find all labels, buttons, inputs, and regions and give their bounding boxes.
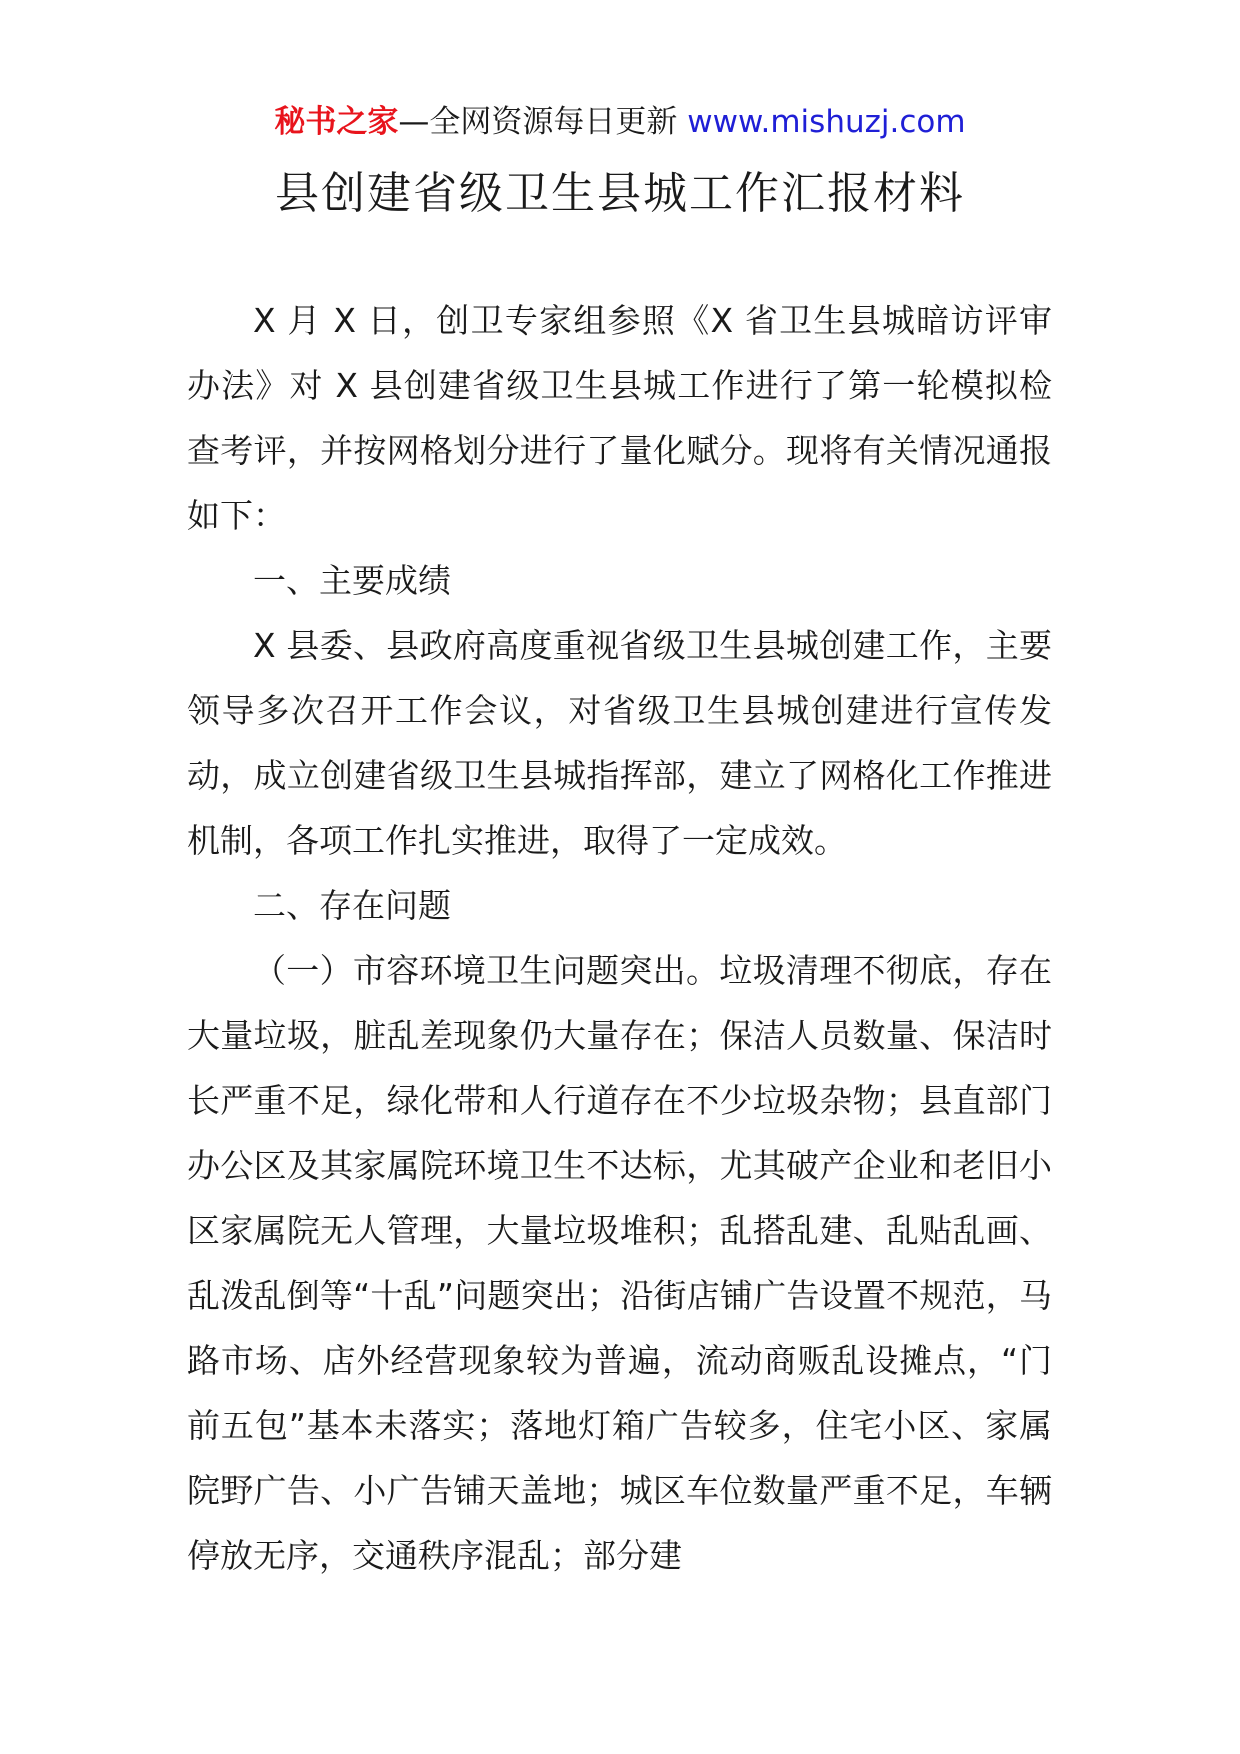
achievements-paragraph: X 县委、县政府高度重视省级卫生县城创建工作，主要领导多次召开工作会议，对省级卫生县城创建进行宣传发动，成立创建省级卫生县城指挥部，建立了网格化工作推进机制，各项工作扎实推进，取得了一定成效。 bbox=[187, 626, 1052, 860]
intro-paragraph: X 月 X 日，创卫专家组参照《X 省卫生县城暗访评审办法》对 X 县创建省级卫生县城工作进行了第一轮模拟检查考评，并按网格划分进行了量化赋分。现将有关情况通报如下： bbox=[187, 301, 1052, 535]
problems-paragraph: （一）市容环境卫生问题突出。垃圾清理不彻底，存在大量垃圾，脏乱差现象仍大量存在；保洁人员数量、保洁时长严重不足，绿化带和人行道存在不少垃圾杂物；县直部门办公区及其家属院环境卫生不达标，尤其破产企业和老旧小区家属院无人管理，大量垃圾堆积；乱搭乱建、乱贴乱画、乱泼乱倒等“十乱”问题突出；沿街店铺广告设置不规范，马路市场、店外经营现象较为普遍，流动商贩乱设摊点，“门前五包”基本未落实；落地灯箱广告较多，住宅小区、家属院野广告、小广告铺天盖地；城区车位数量严重不足，车辆停放无序，交通秩序混乱；部分建 bbox=[187, 951, 1052, 1575]
document-body bbox=[187, 288, 1052, 1588]
section-heading-problems: 二、存在问题 bbox=[253, 886, 451, 925]
site-url-link[interactable]: www.mishuzj.com bbox=[687, 104, 966, 140]
site-slogan: —全网资源每日更新 bbox=[398, 104, 688, 140]
section-heading-achievements: 一、主要成绩 bbox=[253, 561, 451, 600]
document-title: 县创建省级卫生县城工作汇报材料 bbox=[275, 168, 965, 219]
brand-name: 秘书之家 bbox=[274, 104, 399, 140]
site-header bbox=[0, 100, 1240, 144]
